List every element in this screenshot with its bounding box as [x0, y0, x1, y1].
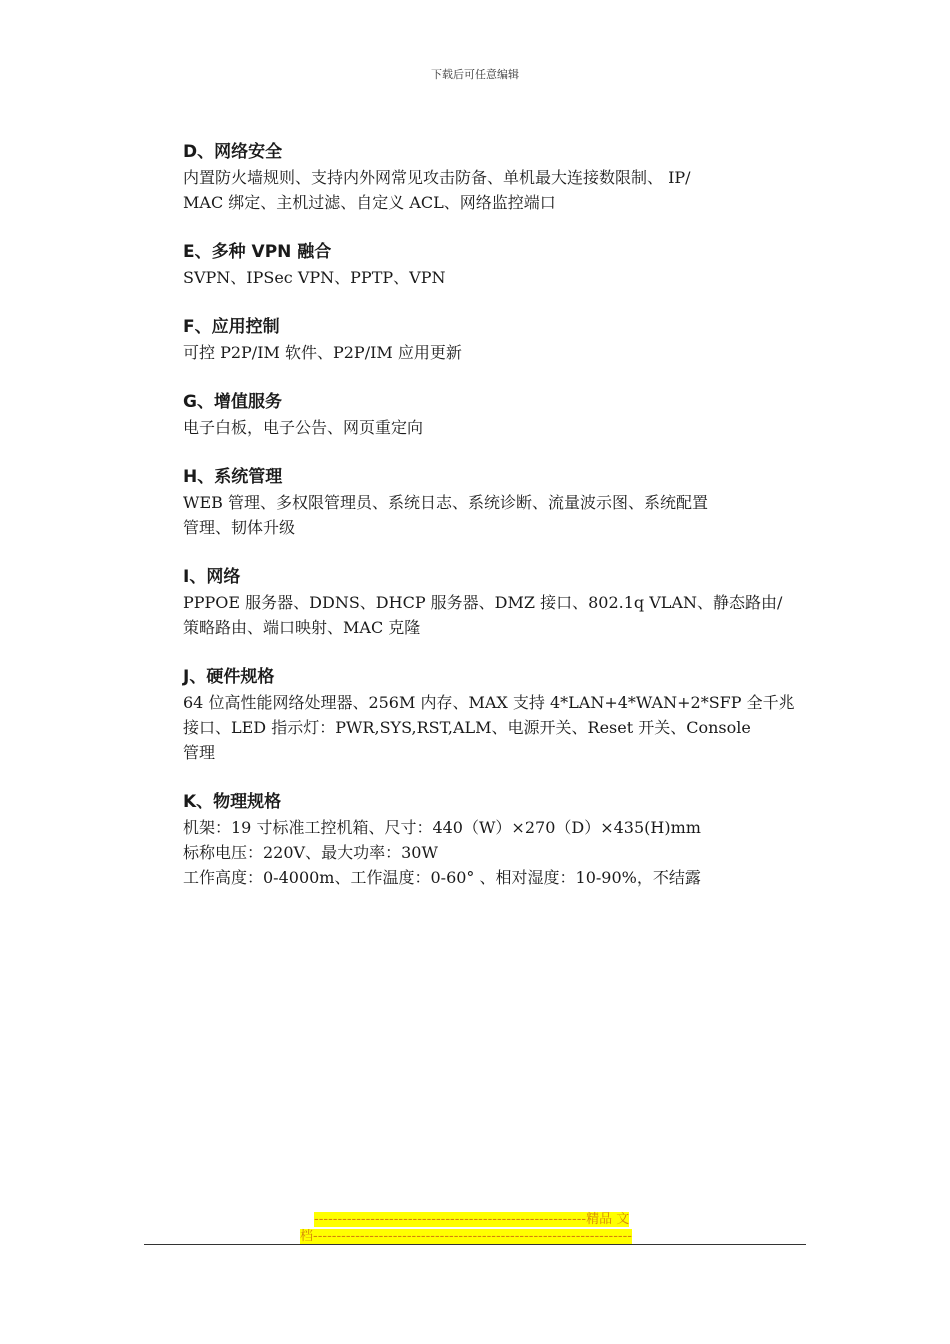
section-line: 电子白板，电子公告、网页重定向 [183, 418, 424, 437]
section-line: MAC 绑定、主机过滤、自定义 ACL、网络监控端口 [183, 193, 556, 212]
section-network [183, 565, 808, 640]
footer-line-1: ----------------------------------------------------------精品 文 [314, 1212, 630, 1227]
page-header: 下载后可任意编辑 [431, 68, 519, 81]
section-line: 标称电压：220V、最大功率：30W [183, 843, 438, 862]
section-line: 工作高度：0-4000m、工作温度：0-60° 、相对湿度：10-90%，不结露 [183, 868, 701, 887]
section-line: 管理 [183, 743, 216, 762]
section-network-security [183, 140, 808, 215]
section-line: 管理、韧体升级 [183, 518, 296, 537]
section-physical-spec [183, 790, 808, 890]
document-body [183, 140, 808, 915]
section-title: E、多种 VPN 融合 [183, 242, 332, 262]
section-line: PPPOE 服务器、DDNS、DHCP 服务器、DMZ 接口、802.1q VLAN、静态路由/ [183, 593, 783, 612]
section-title: K、物理规格 [183, 792, 282, 812]
section-line: 内置防火墙规则、支持内外网常见攻击防备、单机最大连接数限制、 IP/ [183, 168, 691, 187]
section-line: 策略路由、端口映射、MAC 克隆 [183, 618, 421, 637]
section-line: SVPN、IPSec VPN、PPTP、VPN [183, 268, 446, 287]
section-line: 可控 P2P/IM 软件、P2P/IM 应用更新 [183, 343, 462, 362]
footer-rule [144, 1244, 806, 1245]
section-title: G、增值服务 [183, 392, 282, 412]
section-line: 机架：19 寸标准工控机箱、尺寸：440（W）×270（D）×435(H)mm [183, 818, 701, 837]
section-title: H、系统管理 [183, 467, 283, 487]
section-value-added [183, 390, 808, 440]
section-line: 64 位高性能网络处理器、256M 内存、MAX 支持 4*LAN+4*WAN+2*SFP 全千兆 [183, 693, 795, 712]
section-title: I、网络 [183, 567, 241, 587]
footer-line-2: 档-------------------------------------------------------------------- [300, 1229, 632, 1244]
section-title: J、硬件规格 [183, 667, 275, 687]
section-vpn [183, 240, 808, 290]
section-title: F、应用控制 [183, 317, 280, 337]
section-hardware-spec [183, 665, 808, 765]
section-app-control [183, 315, 808, 365]
page-footer [300, 1211, 650, 1245]
section-system-management [183, 465, 808, 540]
section-title: D、网络安全 [183, 142, 283, 162]
section-line: WEB 管理、多权限管理员、系统日志、系统诊断、流量波示图、系统配置 [183, 493, 708, 512]
section-line: 接口、LED 指示灯：PWR,SYS,RST,ALM、电源开关、Reset 开关、Console [183, 718, 751, 737]
